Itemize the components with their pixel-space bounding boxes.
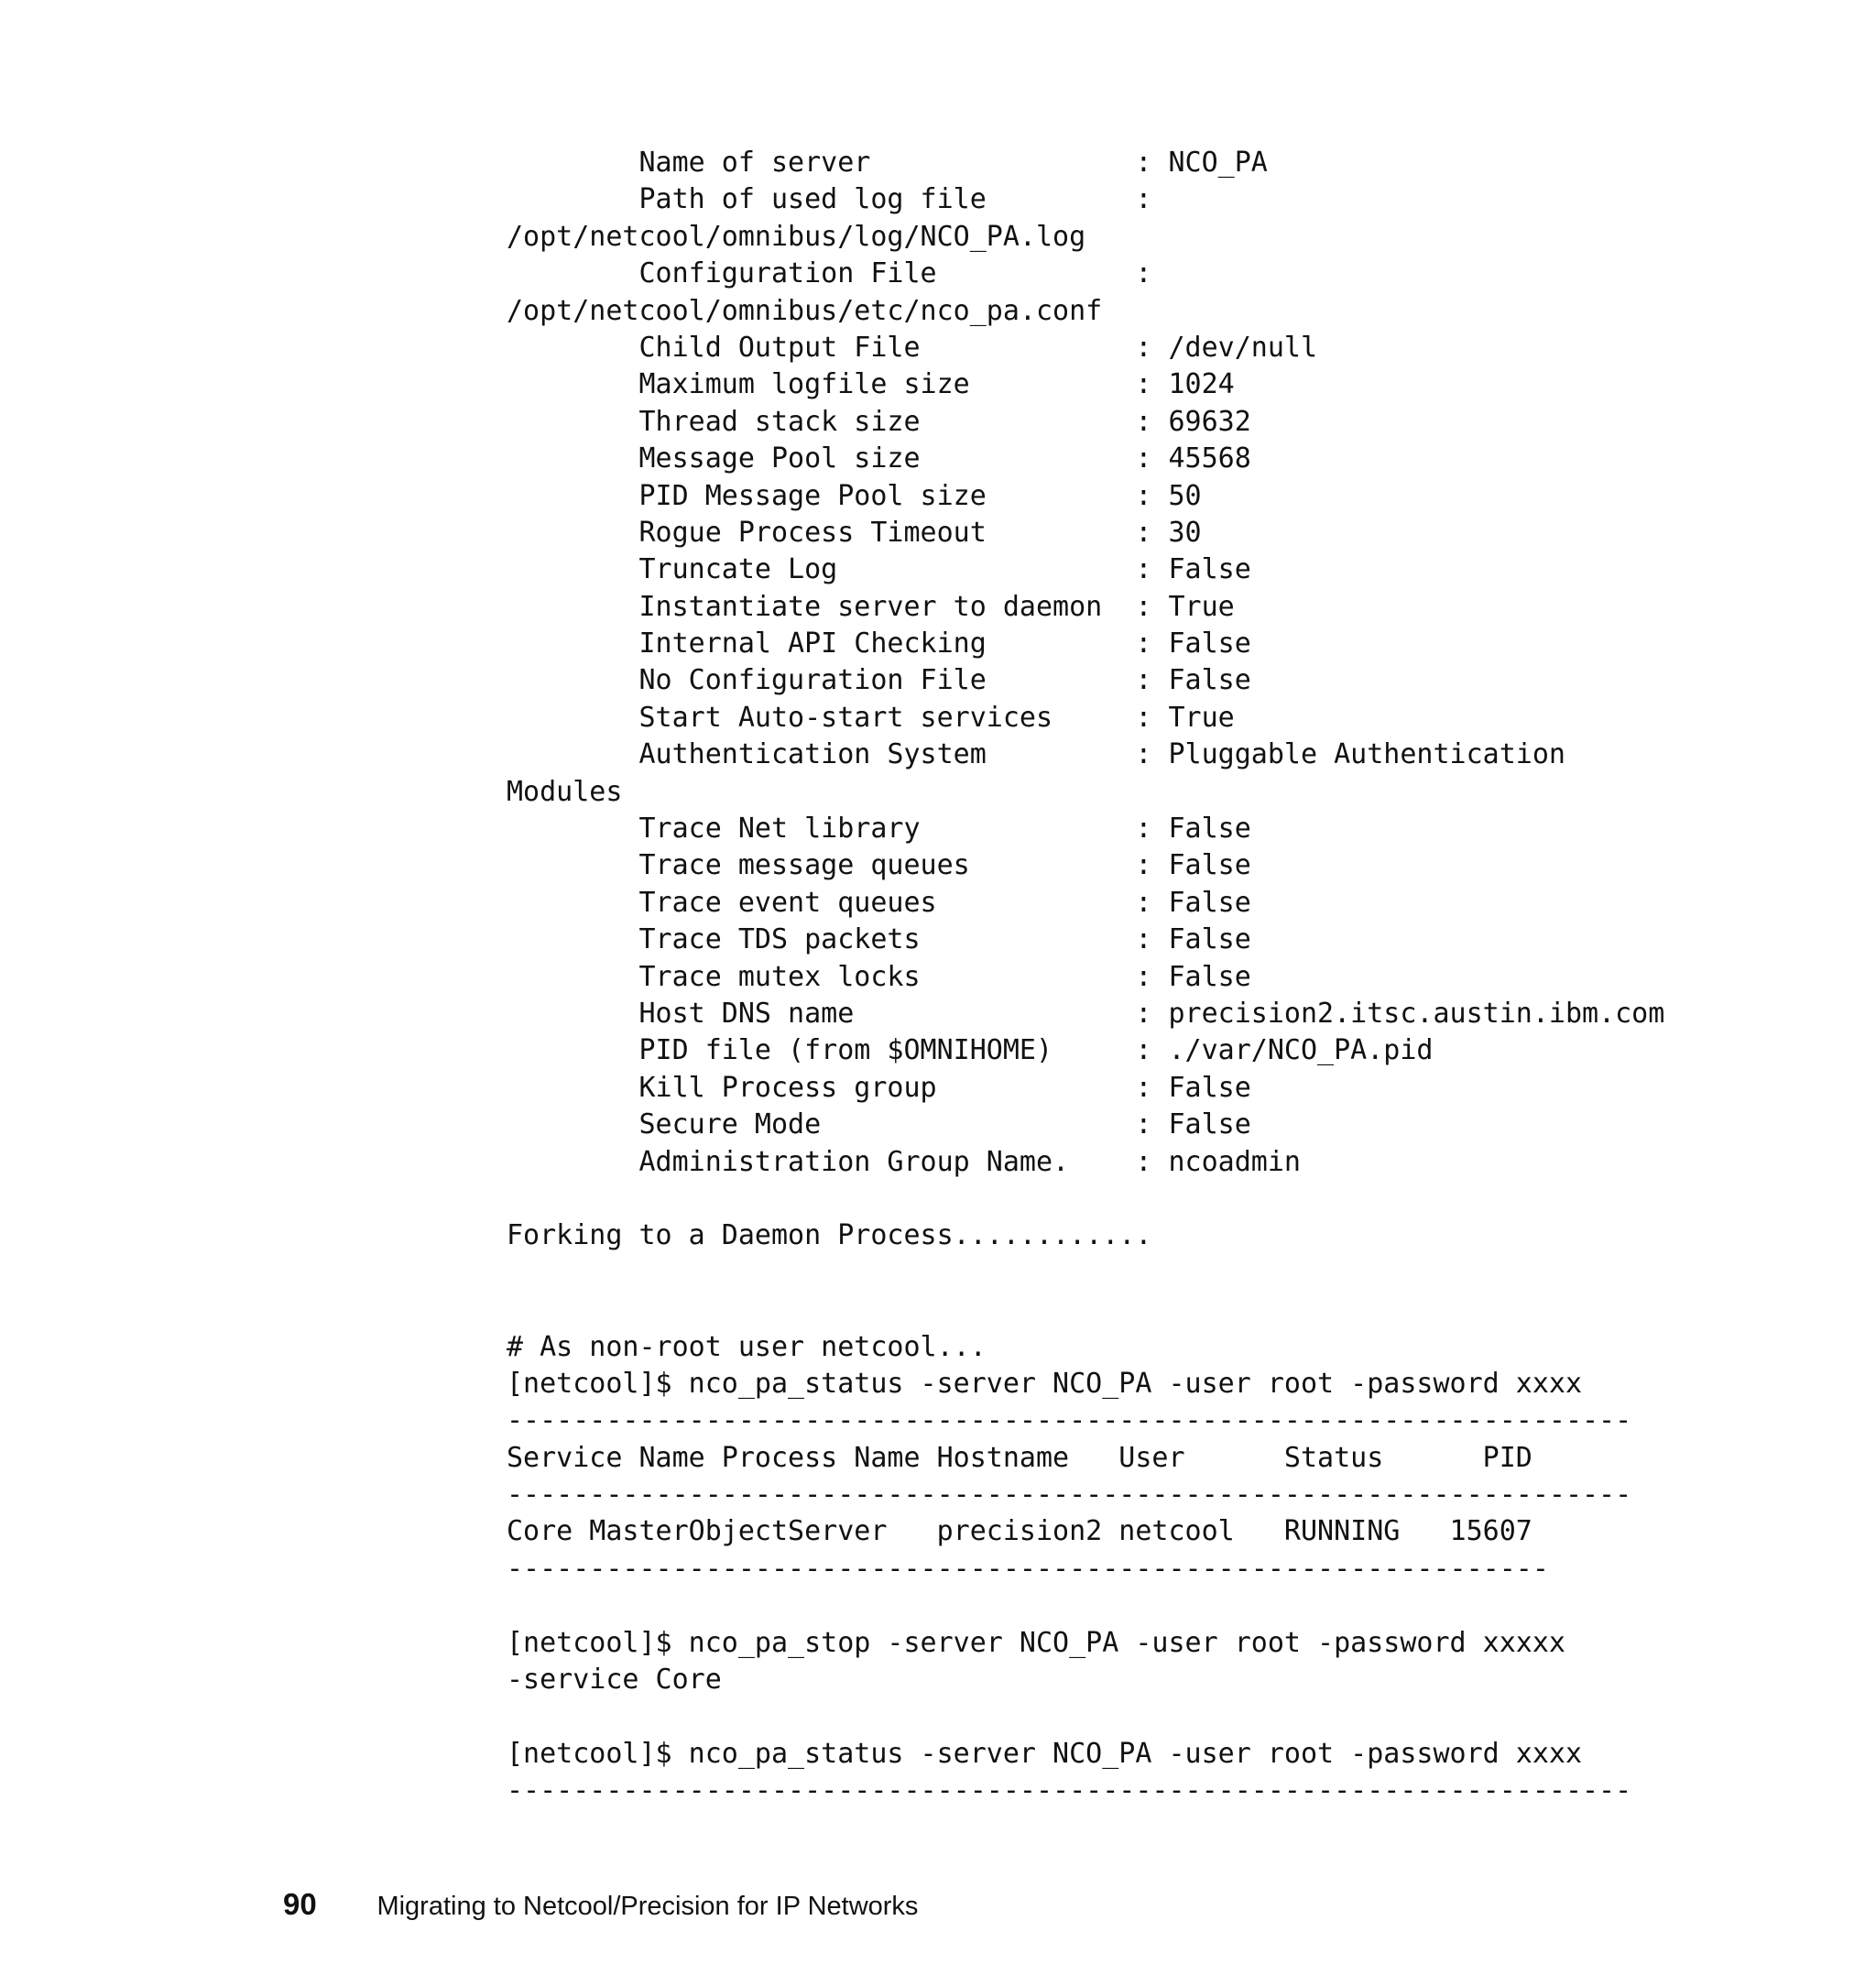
- code-line: ---------------------------------------------------------------: [507, 1552, 1549, 1585]
- code-line: Rogue Process Timeout : 30: [507, 516, 1202, 549]
- code-line: Thread stack size : 69632: [507, 405, 1251, 438]
- code-line: [507, 1292, 1664, 1328]
- code-line: # As non-root user netcool...: [507, 1330, 987, 1363]
- code-line: Path of used log file :: [507, 183, 1152, 216]
- code-line: Start Auto-start services : True: [507, 701, 1235, 734]
- code-line: /opt/netcool/omnibus/etc/nco_pa.conf: [507, 294, 1103, 327]
- running-title: Migrating to Netcool/Precision for IP Networks: [376, 1892, 919, 1921]
- code-line: Forking to a Daemon Process............: [507, 1219, 1152, 1252]
- code-line: Service Name Process Name Hostname User Status PID: [507, 1441, 1532, 1474]
- code-line: [507, 1698, 1664, 1735]
- code-line: /opt/netcool/omnibus/log/NCO_PA.log: [507, 220, 1086, 253]
- code-line: PID Message Pool size : 50: [507, 479, 1202, 512]
- code-line: Configuration File :: [507, 257, 1152, 290]
- code-line: Internal API Checking : False: [507, 627, 1251, 660]
- code-line: Kill Process group : False: [507, 1071, 1251, 1104]
- code-line: [netcool]$ nco_pa_stop -server NCO_PA -user root -password xxxxx: [507, 1626, 1565, 1659]
- page-footer: [283, 1887, 918, 1922]
- code-line: PID file (from $OMNIHOME) : ./var/NCO_PA.pid: [507, 1034, 1434, 1067]
- code-line: --------------------------------------------------------------------: [507, 1479, 1632, 1511]
- code-line: Instantiate server to daemon : True: [507, 590, 1235, 623]
- code-line: [507, 1255, 1664, 1292]
- code-line: Authentication System : Pluggable Authentication: [507, 738, 1565, 771]
- code-line: [netcool]$ nco_pa_status -server NCO_PA -user root -password xxxx: [507, 1367, 1582, 1400]
- code-line: Trace message queues : False: [507, 849, 1251, 882]
- code-line: Child Output File : /dev/null: [507, 331, 1318, 364]
- page-number: 90: [283, 1887, 317, 1921]
- code-line: Truncate Log : False: [507, 553, 1251, 586]
- code-line: --------------------------------------------------------------------: [507, 1404, 1632, 1437]
- code-line: [507, 1181, 1664, 1217]
- code-line: Administration Group Name. : ncoadmin: [507, 1145, 1301, 1178]
- code-line: No Configuration File : False: [507, 664, 1251, 697]
- code-line: Core MasterObjectServer precision2 netcool RUNNING 15607: [507, 1515, 1532, 1548]
- code-line: Host DNS name : precision2.itsc.austin.ibm.com: [507, 997, 1665, 1030]
- code-listing: [507, 145, 1664, 1810]
- code-line: Message Pool size : 45568: [507, 442, 1251, 475]
- code-line: Secure Mode : False: [507, 1108, 1251, 1141]
- code-line: Trace Net library : False: [507, 813, 1251, 846]
- code-line: Modules: [507, 775, 623, 808]
- code-line: Maximum logfile size : 1024: [507, 368, 1235, 401]
- code-line: Trace event queues : False: [507, 886, 1251, 919]
- code-line: Name of server : NCO_PA: [507, 147, 1268, 179]
- code-line: Trace mutex locks : False: [507, 960, 1251, 993]
- code-line: [netcool]$ nco_pa_status -server NCO_PA -user root -password xxxx: [507, 1737, 1582, 1770]
- code-line: -service Core: [507, 1664, 722, 1697]
- code-line: Trace TDS packets : False: [507, 923, 1251, 956]
- code-line: [507, 1588, 1664, 1624]
- code-line: --------------------------------------------------------------------: [507, 1774, 1632, 1807]
